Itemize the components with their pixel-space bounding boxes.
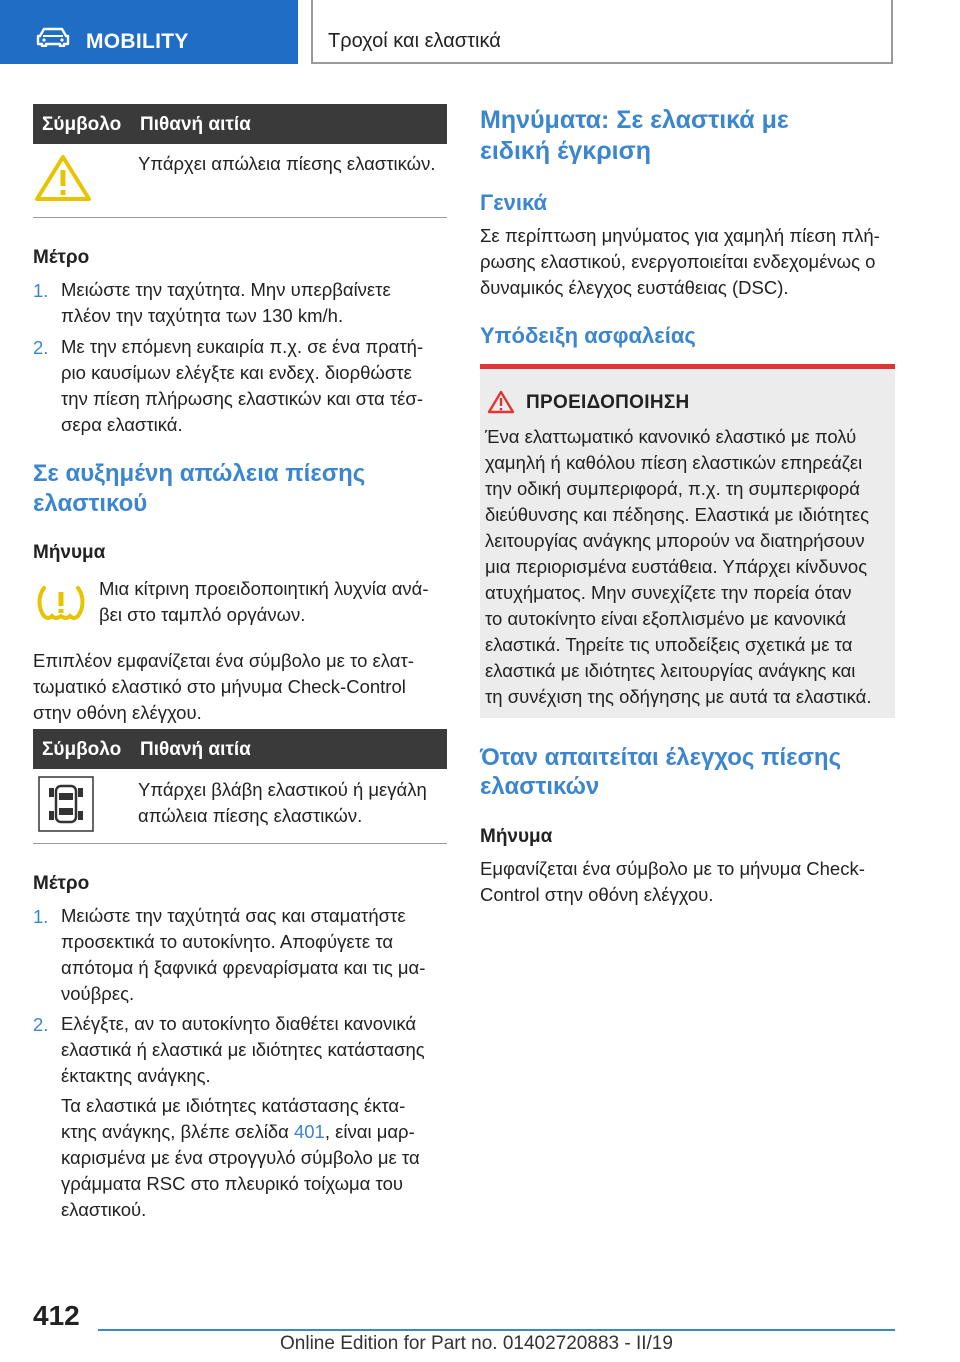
- divider: [33, 217, 447, 218]
- page-title: Τροχοί και ελαστικά: [328, 30, 501, 52]
- list-item-text: Ελέγξτε, αν το αυτοκίνητο διαθέτει κανονικά: [61, 1013, 417, 1034]
- list-number: 2.: [33, 1014, 49, 1035]
- table-col-symbol: Σύμβολο: [42, 739, 122, 760]
- section-label: MOBILITY: [86, 30, 189, 53]
- warning-text: ατυχήματος. Μην συνεχίζετε την πορεία όταν: [485, 582, 852, 603]
- list-number: 2.: [33, 337, 49, 358]
- measure-heading: Μέτρο: [33, 247, 90, 268]
- tire-pressure-warning-icon: [36, 584, 86, 624]
- table-col-cause: Πιθανή αιτία: [140, 739, 251, 760]
- message-text: Μια κίτρινη προειδοποιητική λυχνία ανά-: [99, 578, 429, 599]
- list-item-text: Με την επόμενη ευκαιρία π.χ. σε ένα πρατή-: [61, 336, 424, 357]
- section-heading: ελαστικού: [33, 490, 148, 517]
- warning-text: διεύθυνσης και πέδησης. Ελαστικά με ιδιότητες: [485, 504, 870, 525]
- note-text-part: , είναι μαρ-: [324, 1121, 415, 1142]
- section-heading: ελαστικών: [480, 773, 600, 800]
- warning-triangle-icon: [487, 390, 515, 414]
- warning-text: ελαστικά με ιδιότητες λειτουργίας ανάγκης και: [485, 660, 856, 681]
- body-text: Εμφανίζεται ένα σύμβολο με το μήνυμα Check-: [480, 858, 865, 879]
- warning-text: ελαστικά. Τηρείτε τις υποδείξεις σχετικά με τα: [485, 634, 853, 655]
- body-text: δυναμικός έλεγχος ευστάθειας (DSC).: [480, 277, 789, 298]
- page-link-401[interactable]: 401: [293, 1121, 325, 1142]
- table-row-cause: Υπάρχει απώλεια πίεσης ελαστικών.: [138, 153, 436, 174]
- list-item-text: σερα ελαστικά.: [61, 414, 183, 435]
- list-item-text: Μειώστε την ταχύτητα. Μην υπερβαίνετε: [61, 279, 391, 300]
- section-tab[interactable]: [0, 0, 298, 64]
- list-item-text: πλέον την ταχύτητα των 130 km/h.: [61, 305, 344, 326]
- divider: [33, 843, 447, 844]
- table-row-cause: Υπάρχει βλάβη ελαστικού ή μεγάλη: [138, 779, 427, 800]
- note-text: Τα ελαστικά με ιδιότητες κατάστασης έκτα-: [61, 1095, 406, 1116]
- note-text: ελαστικού.: [61, 1199, 147, 1220]
- table-col-cause: Πιθανή αιτία: [140, 114, 251, 135]
- table-row-cause: απώλεια πίεσης ελαστικών.: [138, 805, 363, 826]
- section-heading: Μηνύματα: Σε ελαστικά με: [480, 106, 789, 134]
- body-text: Control στην οθόνη ελέγχου.: [480, 884, 714, 905]
- warning-title: ΠΡΟΕΙΔΟΠΟΙΗΣΗ: [526, 392, 690, 413]
- car-icon: [36, 27, 70, 47]
- symbol-table-header: [33, 729, 447, 769]
- subsection-heading: Γενικά: [480, 190, 548, 215]
- page-title-box: [311, 0, 893, 64]
- warning-text: τη συνέχιση της οδήγησης με αυτά τα ελαστικά.: [485, 686, 872, 707]
- list-item-text: την πίεση πλήρωσης ελαστικών και στα τέσ-: [61, 388, 423, 409]
- message-heading: Μήνυμα: [33, 542, 106, 563]
- warning-text: Ένα ελαττωματικό κανονικό ελαστικό με πολύ: [485, 426, 857, 447]
- list-item-text: νούβρες.: [61, 983, 135, 1004]
- table-col-symbol: Σύμβολο: [42, 114, 122, 135]
- section-heading: ειδική έγκριση: [480, 137, 651, 165]
- warning-text: την οδική συμπεριφορά, π.χ. τη συμπεριφορά: [485, 478, 860, 499]
- message-heading: Μήνυμα: [480, 826, 553, 847]
- note-text: [61, 1119, 415, 1145]
- body-text: ρωσης ελαστικού, ενεργοποιείται ενδεχομένως ο: [480, 251, 876, 272]
- footer-divider: [98, 1329, 895, 1331]
- section-heading: Σε αυξημένη απώλεια πίεσης: [33, 460, 366, 487]
- body-text: Σε περίπτωση μηνύματος για χαμηλή πίεση πλή-: [480, 225, 880, 246]
- subsection-heading: Υπόδειξη ασφαλείας: [480, 323, 696, 348]
- section-heading: Όταν απαιτείται έλεγχος πίεσης: [480, 744, 842, 771]
- edition-text: Online Edition for Part no. 01402720883 - II/19: [280, 1333, 673, 1354]
- measure-heading: Μέτρο: [33, 873, 90, 894]
- note-text: καρισμένα με ένα στρογγυλό σύμβολο με τα: [61, 1147, 420, 1168]
- body-text: τωματικό ελαστικό στο μήνυμα Check-Control: [33, 676, 406, 697]
- list-item-text: απότομα ή ξαφνικά φρεναρίσματα και τις μα-: [61, 957, 426, 978]
- warning-text: λειτουργίας ανάγκης μπορούν να διατηρήσουν: [485, 530, 865, 551]
- note-text: γράμματα RSC στο πλευρικό τοίχωμα του: [61, 1173, 403, 1194]
- list-item-text: προσεκτικά το αυτοκίνητο. Αποφύγετε τα: [61, 931, 394, 952]
- car-tire-damage-icon: [38, 776, 94, 832]
- message-text: βει στο ταμπλό οργάνων.: [99, 604, 306, 625]
- list-item-text: έκτακτης ανάγκης.: [61, 1065, 211, 1086]
- list-item-text: ριο καυσίμων ελέγξτε και ενδεχ. διορθώστε: [61, 362, 412, 383]
- note-text-part: κτης ανάγκης, βλέπε σελίδα: [61, 1121, 294, 1142]
- list-number: 1.: [33, 280, 49, 301]
- warning-text: χαμηλή ή καθόλου πίεση ελαστικών επηρεάζει: [485, 452, 863, 473]
- list-item-text: Μειώστε την ταχύτητά σας και σταματήστε: [61, 905, 406, 926]
- symbol-table-header: [33, 104, 447, 144]
- body-text: Επιπλέον εμφανίζεται ένα σύμβολο με το ελατ-: [33, 650, 414, 671]
- list-number: 1.: [33, 906, 49, 927]
- warning-text: το αυτοκίνητο είναι εξοπλισμένο με κανονικά: [485, 608, 847, 629]
- list-item-text: ελαστικά ή ελαστικά με ιδιότητες κατάστασης: [61, 1039, 425, 1060]
- warning-triangle-icon: [34, 154, 92, 202]
- warning-text: μια περιορισμένα ευστάθεια. Υπάρχει κίνδυνος: [485, 556, 868, 577]
- page-number: 412: [33, 1300, 80, 1331]
- body-text: στην οθόνη ελέγχου.: [33, 702, 202, 723]
